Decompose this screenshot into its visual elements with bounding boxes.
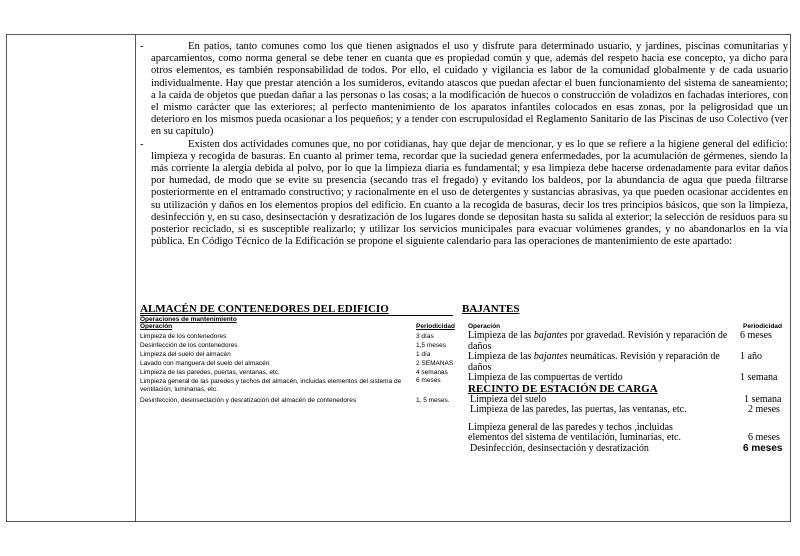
period-cell: 1 semana: [740, 372, 778, 383]
period-cell: 3 días: [416, 333, 434, 340]
period-cell: 2 meses: [748, 404, 780, 415]
almacen-table: [140, 304, 458, 405]
bajantes-title: BAJANTES: [462, 303, 520, 315]
paragraph-patios: [140, 41, 788, 139]
almacen-subtitle: Operaciones de mantenimiento: [140, 316, 237, 323]
table-row: [140, 359, 458, 368]
operation-cell: Limpieza de los contenedores: [140, 333, 227, 340]
operation-cell: Lavado con manguera del suelo del almacén: [140, 360, 270, 367]
table-row: [462, 405, 790, 416]
period-cell: 4 semanas: [416, 369, 448, 376]
table-row: [140, 396, 458, 405]
period-cell: 6 meses: [416, 377, 441, 384]
period-cell: 1, 5 meses.: [416, 397, 450, 404]
operation-cell: Limpieza de las paredes, las puertas, las ventanas, etc.: [470, 404, 687, 415]
period-cell: 6 meses: [743, 442, 783, 454]
table-row: [462, 423, 790, 444]
operation-cell: Limpieza general de las paredes y techos ,incluidas elementos del sistema de ventilación, luminarias, etc.: [468, 421, 681, 443]
col-period-header: Periodicidad: [743, 323, 783, 330]
almacen-title: ALMACÉN DE CONTENEDORES DEL EDIFICIO: [140, 304, 453, 316]
table-row: [140, 332, 458, 341]
operation-cell: Desinfección, desinsectación y desratización: [470, 442, 649, 454]
paragraph-text: En patios, tanto comunes como los que tienen asignados el uso y disfrute para determinado usuario, y jardines, piscinas comunitarias y aparcamientos, como norma general se debe tener en cuanta que es propiedad común y que, además del respeto hacia ese concepto, ya dicho para otros elementos, es también responsabilidad de todos. Por ello, el cuidado y vigilancia es labor de la comunidad globalmente y de cada usuario individualmente. Hay que prestar atención a los sumideros, evitando atascos que puedan afectar el buen funcionamiento del sistema de saneamiento; a la caída de objetos que puedan dañar a las personas o las cosas; a la modificación de huecos o construcción de voladizos en fachadas interiores, con el mismo carácter que las exteriores; al perfecto mantenimiento de los aparatos infantiles colocados en esas zonas, por la peligrosidad que un deterioro en los mismos pueda ocasionar a los pequeños; y a tender con escrupulosidad el Reglamento Sanitario de las Piscinas de uso Colectivo (ver en su capítulo): [151, 41, 788, 138]
period-cell: 1 día: [416, 351, 431, 358]
col-operation-header: Operación: [140, 323, 173, 330]
operation-text: Limpieza de las: [468, 351, 534, 362]
operation-cell: Desinfección de los contenedores: [140, 342, 238, 349]
operation-emphasis: bajantes: [533, 330, 568, 341]
operation-text: Limpieza de las compuertas de vertido: [468, 372, 623, 383]
operation-text: Limpieza de las: [468, 330, 534, 341]
recinto-title: RECINTO DE ESTACIÓN DE CARGA: [468, 382, 658, 395]
bajantes-table: [462, 304, 790, 454]
almacen-header-row: [140, 323, 458, 332]
paragraph-text: Existen dos actividades comunes que, no por cotidianas, hay que dejar de mencionar, y es lo que se refiere a la higiene general del edificio: limpieza y recogida de basuras. En cuanto al primer tema, recordar que la suciedad genera enfermedades, por la acumulación de gérmenes, siendo la más corriente la alergia debida al polvo, por lo que la limpieza diaria es fundamental; y esa limpieza debe hacerse ordenadamente para evitar daños por humedad, de modo que se evite su presencia (secando tras el fregado) y evitando los baldeos, por la abundancia de agua que pueda filtrarse posteriormente en el entramado constructivo; y racionalmente en el uso de detergentes y sustancias abrasivas, ya que pueden ocasionar accidentes en su utilización y daños en los elementos propios del edificio. En cuanto a la recogida de basuras, decir los tres principios básicos, que son la limpieza, desinfección y, en su caso, desinsectación y desratización de los lugares donde se depositan hasta su salida al exterior; la selección de residuos para su posterior reciclado, si es susceptible realizarlo; y utilizar los servicios municipales para evacuar volúmenes grandes, y no abandonarlos en la vía pública. En Código Técnico de la Edificación se propone el siguiente calendario para las operaciones de mantenimiento de este apartado:: [151, 138, 788, 248]
table-row: [140, 341, 458, 350]
operation-text: por gravedad. Revisión y reparación de daños: [468, 330, 728, 352]
column-divider: [135, 34, 136, 522]
bullet-dash: -: [140, 41, 144, 52]
operation-cell: Limpieza general de las paredes y techos del almacén, incluidas elementos del sistema de ventilación, luminarias, etc.: [140, 378, 402, 393]
operation-cell: Limpieza de las paredes, puertas, ventanas, etc.: [140, 369, 280, 376]
period-cell: 1 semana: [744, 393, 782, 405]
table-row: [462, 352, 790, 373]
document-body: [140, 41, 788, 248]
table-row: [462, 331, 790, 352]
bullet-dash: -: [140, 138, 144, 150]
table-row: [140, 368, 458, 377]
period-cell: 1 año: [740, 351, 762, 362]
operation-text: neumáticas. Revisión y reparación de daños: [468, 351, 720, 373]
table-row: [140, 350, 458, 359]
table-row: [462, 444, 790, 455]
operation-cell: Desinfección, desinsectación y desratización del almacén de contenedores: [140, 397, 357, 404]
period-cell: 6 meses: [748, 432, 780, 443]
table-row: [140, 377, 458, 396]
operation-cell: Limpieza del suelo del almacén: [140, 351, 231, 358]
operation-emphasis: bajantes: [533, 351, 568, 362]
table-row: [462, 373, 790, 384]
period-cell: 6 meses: [740, 330, 772, 341]
col-period-header: Periodicidad: [416, 323, 456, 330]
period-cell: 1,5 meses: [416, 342, 446, 349]
col-operation-header: Operación: [468, 323, 501, 330]
maintenance-tables: [140, 304, 788, 464]
period-cell: 2 SEMANAS: [416, 360, 454, 367]
operation-cell: Limpieza del suelo: [470, 393, 547, 405]
paragraph-higiene: [140, 139, 788, 249]
